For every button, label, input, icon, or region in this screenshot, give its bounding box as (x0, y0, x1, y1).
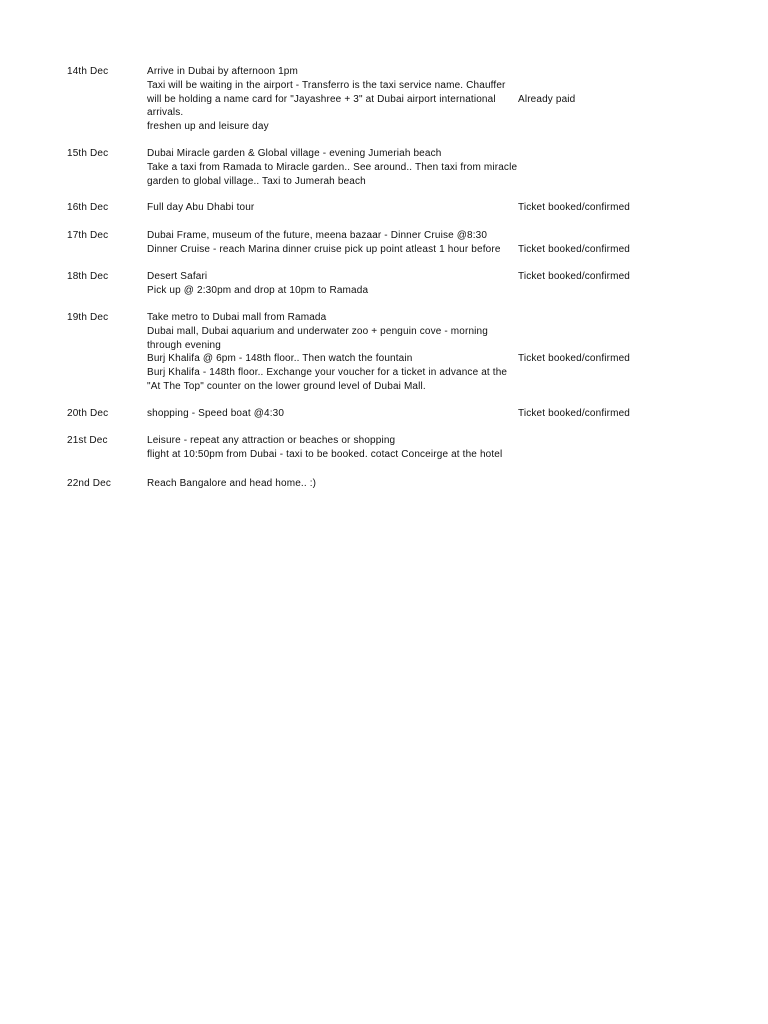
day-description-line: Reach Bangalore and head home.. :) (147, 478, 317, 489)
booking-status: Ticket booked/confirmed (518, 353, 631, 365)
day-description-line: Full day Abu Dhabi tour (147, 202, 255, 213)
booking-status: Ticket booked/confirmed (518, 271, 631, 282)
booking-status: Ticket booked/confirmed (518, 243, 631, 255)
day-description-line: garden to global village.. Taxi to Jumerah beach (147, 175, 366, 187)
day-date: 16th Dec (67, 202, 109, 213)
day-date: 19th Dec (67, 312, 109, 323)
day-date: 21st Dec (67, 435, 108, 446)
day-description-line: Burj Khalifa @ 6pm - 148th floor.. Then watch the fountain (147, 353, 413, 365)
day-description-line: Dubai Frame, museum of the future, meena bazaar - Dinner Cruise @8:30 (147, 230, 488, 241)
day-date: 20th Dec (67, 408, 109, 419)
day-description-line: Leisure - repeat any attraction or beaches or shopping (147, 435, 396, 446)
day-description-line: shopping - Speed boat @4:30 (147, 408, 285, 419)
day-date: 14th Dec (67, 66, 109, 77)
day-description-line: through evening (147, 339, 221, 351)
booking-status: Ticket booked/confirmed (518, 408, 631, 419)
day-description-line: Dubai mall, Dubai aquarium and underwater zoo + penguin cove - morning (147, 325, 488, 337)
day-date: 18th Dec (67, 271, 109, 282)
day-description-line: Desert Safari (147, 271, 208, 282)
day-description-line: flight at 10:50pm from Dubai - taxi to be booked. cotact Conceirge at the hotel (147, 448, 503, 460)
day-description-line: Take metro to Dubai mall from Ramada (147, 312, 327, 323)
day-description-line: arrivals. (147, 107, 184, 119)
day-description-line: Taxi will be waiting in the airport - Transferro is the taxi service name. Chauffer (147, 79, 506, 91)
booking-status: Already paid (518, 93, 576, 105)
booking-status: Ticket booked/confirmed (518, 202, 631, 213)
day-description-line: Arrive in Dubai by afternoon 1pm (147, 66, 298, 77)
day-date: 22nd Dec (67, 478, 112, 489)
day-description-line: Dinner Cruise - reach Marina dinner cruise pick up point atleast 1 hour before (147, 243, 501, 255)
day-description-line: Burj Khalifa - 148th floor.. Exchange your voucher for a ticket in advance at the (147, 367, 508, 379)
day-description-line: Dubai Miracle garden & Global village - evening Jumeriah beach (147, 148, 442, 159)
day-description-line: freshen up and leisure day (147, 121, 269, 133)
day-description-line: will be holding a name card for "Jayashree + 3" at Dubai airport international (147, 93, 496, 105)
day-date: 17th Dec (67, 230, 109, 241)
day-description-line: Pick up @ 2:30pm and drop at 10pm to Ramada (147, 284, 369, 296)
day-date: 15th Dec (67, 148, 109, 159)
day-description-line: Take a taxi from Ramada to Miracle garden.. See around.. Then taxi from miracle (147, 161, 518, 173)
day-description-line: "At The Top" counter on the lower ground level of Dubai Mall. (147, 381, 426, 392)
